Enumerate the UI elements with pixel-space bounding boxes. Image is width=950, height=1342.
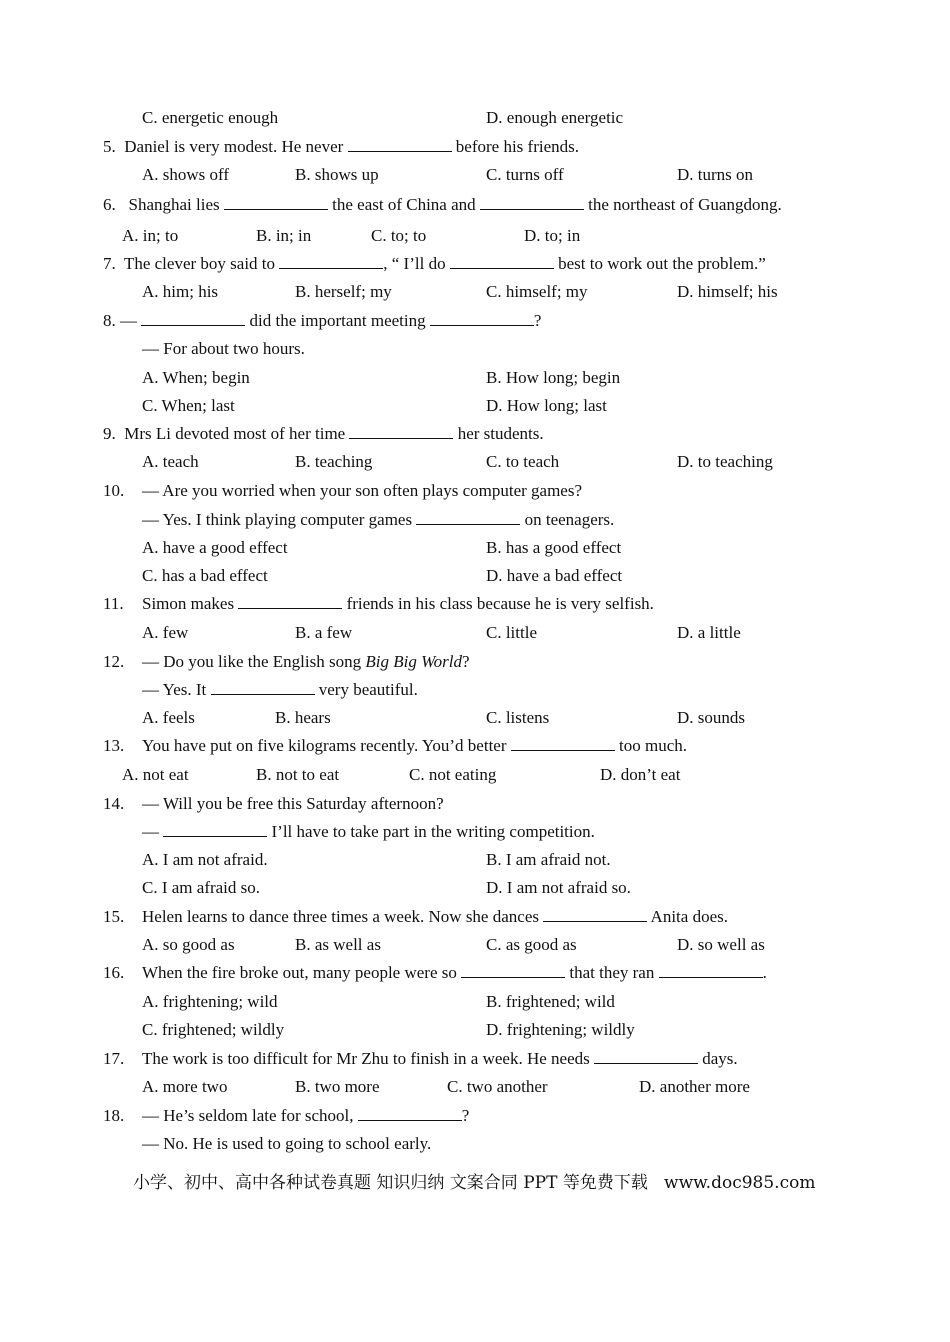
question-15 xyxy=(142,907,728,927)
question-7 xyxy=(103,254,766,274)
question-18 xyxy=(142,1106,469,1126)
answer-blank xyxy=(430,311,534,326)
question-text: Shanghai lies xyxy=(128,195,220,214)
question-number: 12. xyxy=(103,652,125,671)
option-b: B. not to eat xyxy=(256,765,340,784)
option-c: C. frightened; wildly xyxy=(142,1020,285,1039)
option-a: A. not eat xyxy=(122,765,189,784)
question-text: very beautiful. xyxy=(318,680,418,699)
option-a: A. him; his xyxy=(142,282,219,301)
answer-blank xyxy=(348,137,452,152)
question-text: before his friends. xyxy=(455,137,580,156)
option-a: A. feels xyxy=(142,708,195,727)
option-d: D. to; in xyxy=(524,226,581,245)
question-number: 17. xyxy=(103,1049,125,1068)
option-a: A. have a good effect xyxy=(142,538,288,557)
question-8 xyxy=(103,311,541,331)
question-text: ? xyxy=(533,311,542,330)
option-a: A. few xyxy=(142,623,189,642)
question-number: 16. xyxy=(103,963,125,982)
question-text: the east of China and xyxy=(332,195,476,214)
option-c: C. little xyxy=(486,623,537,642)
question-number: 6. xyxy=(103,195,116,214)
question-number: 18. xyxy=(103,1106,125,1125)
option-a: A. in; to xyxy=(122,226,179,245)
question-text: Helen learns to dance three times a week. Now she dances xyxy=(142,907,539,926)
option-b: B. shows up xyxy=(295,165,379,184)
option-a: A. When; begin xyxy=(142,368,250,387)
dialogue-answer xyxy=(142,680,418,700)
answer-blank xyxy=(450,254,554,269)
question-17 xyxy=(142,1049,738,1069)
question-12 xyxy=(142,652,470,672)
question-text: friends in his class because he is very selfish. xyxy=(346,594,654,613)
question-text: too much. xyxy=(619,736,688,755)
answer-blank xyxy=(358,1106,462,1121)
answer-blank xyxy=(543,907,647,922)
answer-blank xyxy=(224,195,328,210)
option-c: C. When; last xyxy=(142,396,235,415)
question-number: 13. xyxy=(103,736,125,755)
option-b: B. in; in xyxy=(256,226,312,245)
question-text: ? xyxy=(461,1106,470,1125)
question-text: best to work out the problem.” xyxy=(558,254,766,273)
question-9 xyxy=(103,424,544,444)
question-text: — Are you worried when your son often plays computer games? xyxy=(142,481,582,500)
option-a: A. more two xyxy=(142,1077,228,1096)
dialogue-dash: — xyxy=(120,311,137,330)
answer-blank xyxy=(461,963,565,978)
option-c: C. turns off xyxy=(486,165,564,184)
option-a: A. I am not afraid. xyxy=(142,850,268,869)
dialogue-answer: — No. He is used to going to school early. xyxy=(142,1134,432,1153)
option-b: B. herself; my xyxy=(295,282,392,301)
question-text: When the fire broke out, many people were so xyxy=(142,963,457,982)
question-text: — Yes. It xyxy=(142,680,207,699)
question-text: on teenagers. xyxy=(524,510,615,529)
option-b: B. teaching xyxy=(295,452,373,471)
question-number: 5. xyxy=(103,137,116,156)
question-text: Anita does. xyxy=(650,907,728,926)
answer-blank xyxy=(349,424,453,439)
option-d: D. enough energetic xyxy=(486,108,624,127)
question-number: 15. xyxy=(103,907,125,926)
option-b: B. as well as xyxy=(295,935,381,954)
option-d: D. so well as xyxy=(677,935,765,954)
question-text: — Will you be free this Saturday afternoon? xyxy=(142,794,444,813)
question-text: You have put on five kilograms recently. You’d better xyxy=(142,736,507,755)
question-text: — He’s seldom late for school, xyxy=(142,1106,354,1125)
answer-blank xyxy=(211,680,315,695)
question-text: — Yes. I think playing computer games xyxy=(142,510,413,529)
answer-blank xyxy=(659,963,763,978)
option-a: A. frightening; wild xyxy=(142,992,278,1011)
answer-blank xyxy=(480,195,584,210)
question-text: I’ll have to take part in the writing competition. xyxy=(271,822,595,841)
question-text: ? xyxy=(462,652,470,671)
song-title: Big Big World xyxy=(365,652,463,671)
question-number: 10. xyxy=(103,481,125,500)
option-d: D. have a bad effect xyxy=(486,566,623,585)
option-c: C. two another xyxy=(447,1077,548,1096)
question-text: Mrs Li devoted most of her time xyxy=(124,424,346,443)
question-text: The work is too difficult for Mr Zhu to finish in a week. He needs xyxy=(142,1049,590,1068)
question-11 xyxy=(142,594,654,614)
option-b: B. has a good effect xyxy=(486,538,622,557)
option-c: C. energetic enough xyxy=(142,108,279,127)
option-a: A. teach xyxy=(142,452,199,471)
option-d: D. another more xyxy=(639,1077,750,1096)
option-c: C. to; to xyxy=(371,226,427,245)
question-text: her students. xyxy=(457,424,544,443)
option-b: B. I am afraid not. xyxy=(486,850,611,869)
question-text: days. xyxy=(702,1049,738,1068)
option-d: D. How long; last xyxy=(486,396,607,415)
question-number: 14. xyxy=(103,794,125,813)
dialogue-answer: — For about two hours. xyxy=(142,339,305,358)
question-6 xyxy=(103,195,782,215)
option-d: D. to teaching xyxy=(677,452,773,471)
option-b: B. a few xyxy=(295,623,353,642)
dialogue-answer xyxy=(142,822,595,842)
option-d: D. sounds xyxy=(677,708,746,727)
question-text: , “ I’ll do xyxy=(383,254,446,273)
answer-blank xyxy=(594,1049,698,1064)
option-c: C. to teach xyxy=(486,452,560,471)
answer-blank xyxy=(511,736,615,751)
question-text: — Do you like the English song xyxy=(142,652,362,671)
page-footer: 小学、初中、高中各种试卷真题 知识归纳 文案合同 PPT 等免费下载 www.doc985.com xyxy=(133,1173,816,1193)
question-text: that they ran xyxy=(569,963,655,982)
option-c: C. not eating xyxy=(409,765,497,784)
question-16 xyxy=(142,963,767,983)
option-c: C. I am afraid so. xyxy=(142,878,261,897)
option-d: D. a little xyxy=(677,623,741,642)
option-d: D. don’t eat xyxy=(600,765,681,784)
question-text: Simon makes xyxy=(142,594,235,613)
option-c: C. has a bad effect xyxy=(142,566,268,585)
answer-blank xyxy=(141,311,245,326)
answer-blank xyxy=(416,510,520,525)
question-13 xyxy=(142,736,687,756)
dialogue-answer xyxy=(142,510,614,530)
option-c: C. listens xyxy=(486,708,550,727)
question-number: 8. xyxy=(103,311,116,330)
question-number: 7. xyxy=(103,254,116,273)
question-text: The clever boy said to xyxy=(123,254,276,273)
option-b: B. How long; begin xyxy=(486,368,621,387)
option-b: B. frightened; wild xyxy=(486,992,615,1011)
option-a: A. so good as xyxy=(142,935,235,954)
option-d: D. frightening; wildly xyxy=(486,1020,635,1039)
answer-blank xyxy=(163,822,267,837)
answer-blank xyxy=(279,254,383,269)
question-text: Daniel is very modest. He never xyxy=(124,137,344,156)
question-number: 9. xyxy=(103,424,116,443)
option-b: B. hears xyxy=(275,708,331,727)
dialogue-dash: — xyxy=(142,822,159,841)
option-a: A. shows off xyxy=(142,165,230,184)
option-c: C. himself; my xyxy=(486,282,588,301)
option-c: C. as good as xyxy=(486,935,577,954)
option-b: B. two more xyxy=(295,1077,380,1096)
question-5 xyxy=(103,137,579,157)
question-text: . xyxy=(762,963,767,982)
option-d: D. I am not afraid so. xyxy=(486,878,631,897)
question-text: the northeast of Guangdong. xyxy=(588,195,782,214)
question-number: 11. xyxy=(103,594,124,613)
option-d: D. turns on xyxy=(677,165,754,184)
answer-blank xyxy=(238,594,342,609)
option-d: D. himself; his xyxy=(677,282,778,301)
question-text: did the important meeting xyxy=(249,311,426,330)
